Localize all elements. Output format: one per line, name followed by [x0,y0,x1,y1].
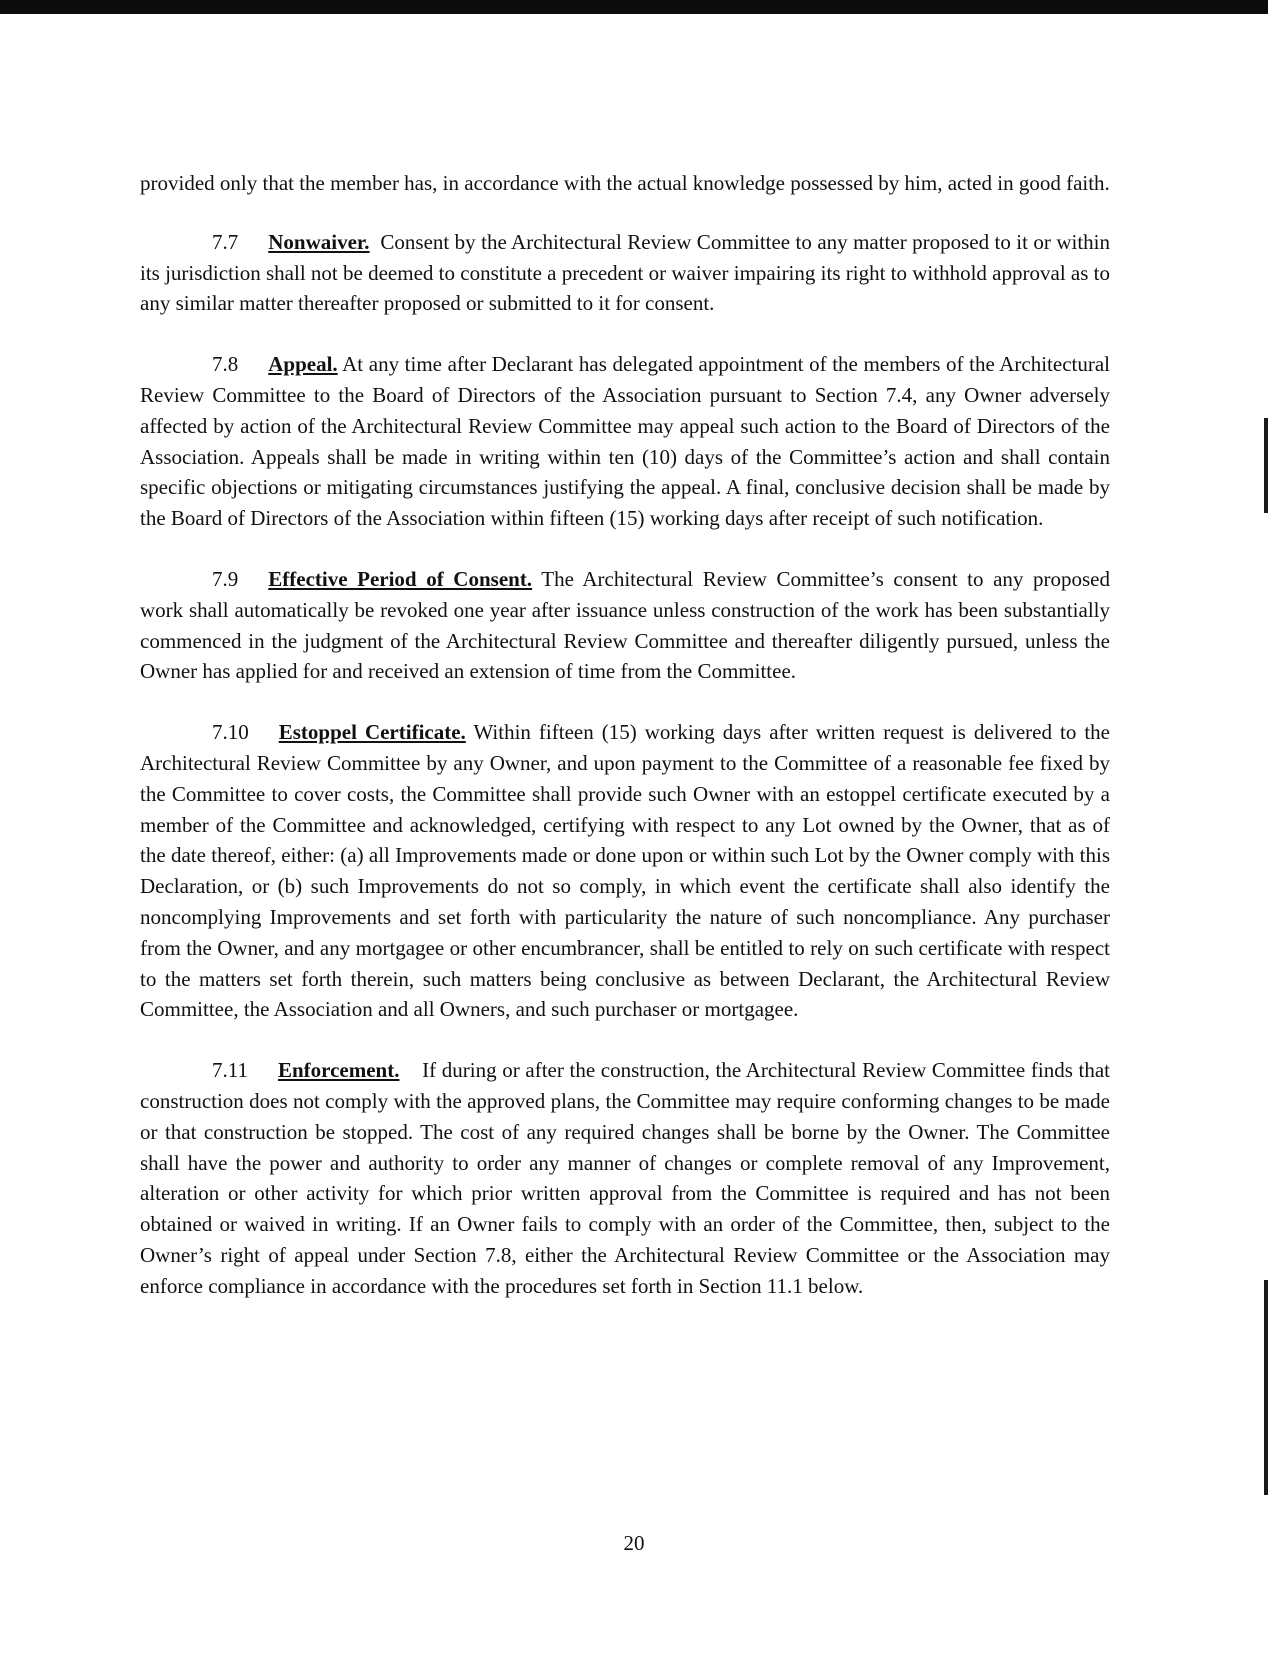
section-7-10 [140,717,1110,1025]
section-number: 7.10 [212,720,249,745]
section-title: Nonwaiver. [268,229,370,254]
section-title: Appeal. [268,352,338,377]
section-7-11 [140,1055,1110,1301]
section-body: Consent by the Architectural Review Committee to any matter proposed to it or within its jurisdiction shall not be deemed to constitute a precedent or waiver impairing its right to withhold approval as to any similar matter thereafter proposed or submitted to it for consent. [140,229,1110,316]
section-title: Effective Period of Consent. [268,566,533,591]
section-number: 7.8 [212,352,239,377]
intro-paragraph: provided only that the member has, in accordance with the actual knowledge possessed by him, acted in good faith. [140,171,1110,195]
scan-edge-mark [1264,418,1268,513]
scan-top-border [0,0,1268,14]
section-title: Estoppel Certificate. [278,720,466,745]
section-title: Enforcement. [277,1058,400,1083]
section-body: Within fifteen (15) working days after written request is delivered to the Architectural Review Committee by any Owner, and upon payment to the Committee of a reasonable fee fixed by the Committee to cover costs, the Committee shall provide such Owner with an estoppel certificate executed by a member of the Committee and acknowledged, certifying with respect to any Lot owned by the Owner, that as of the date thereof, either: (a) all Improvements made or done upon or within such Lot by the Owner comply with this Declaration, or (b) such Improvements do not so comply, in which event the certificate shall also identify the noncomplying Improvements and set forth with particularity the nature of such noncompliance. Any purchaser from the Owner, and any mortgagee or other encumbrancer, shall be entitled to rely on such certificate with respect to the matters set forth therein, such matters being conclusive as between Declarant, the Architectural Review Committee, the Association and all Owners, and such purchaser or mortgagee. [140,720,1110,1022]
section-7-9 [140,564,1110,687]
scan-edge-mark [1264,1280,1268,1495]
section-body: The Architectural Review Committee’s consent to any proposed work shall automatically be revoked one year after issuance unless construction of the work has been substantially commenced in the judgment of the Architectural Review Committee and thereafter diligently pursued, unless the Owner has applied for and received an extension of time from the Committee. [140,566,1110,684]
section-7-8 [140,349,1110,534]
section-body: If during or after the construction, the Architectural Review Committee finds that construction does not comply with the approved plans, the Committee may require conforming changes to be made or that construction be stopped. The cost of any required changes shall be borne by the Owner. The Committee shall have the power and authority to order any manner of changes or complete removal of any Improvement, alteration or other activity for which prior written approval from the Committee is required and has not been obtained or waived in writing. If an Owner fails to comply with an order of the Committee, then, subject to the Owner’s right of appeal under Section 7.8, either the Architectural Review Committee or the Association may enforce compliance in accordance with the procedures set forth in Section 11.1 below. [140,1058,1111,1298]
document-page [140,168,1110,1332]
section-body: At any time after Declarant has delegated appointment of the members of the Architectural Review Committee to the Board of Directors of the Association pursuant to Section 7.4, any Owner adversely affected by action of the Architectural Review Committee may appeal such action to the Board of Directors of the Association. Appeals shall be made in writing within ten (10) days of the Committee’s action and shall contain specific objections or mitigating circumstances justifying the appeal. A final, conclusive decision shall be made by the Board of Directors of the Association within fifteen (15) working days after receipt of such notification. [140,352,1111,531]
section-number: 7.11 [212,1058,248,1083]
section-number: 7.9 [212,566,239,591]
page-number: 20 [623,1531,645,1555]
section-7-7 [140,227,1110,319]
section-number: 7.7 [212,229,239,254]
